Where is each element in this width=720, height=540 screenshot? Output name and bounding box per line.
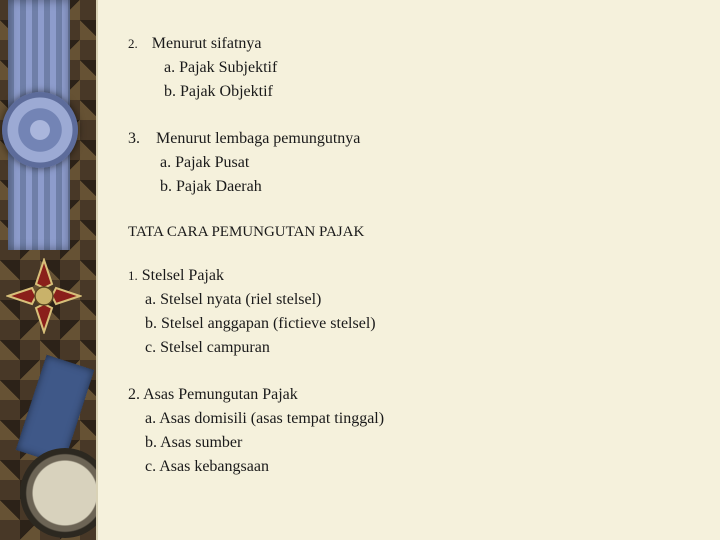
section-sifat-heading [128, 34, 262, 54]
list-item: b. Asas sumber [145, 434, 243, 451]
list-item: a. Asas domisili (asas tempat tinggal) [145, 410, 385, 427]
list-item: c. Asas kebangsaan [145, 458, 269, 475]
list-item: a. Stelsel nyata (riel stelsel) [145, 291, 322, 308]
medal-decoration-panel [0, 0, 96, 540]
list-item: b. Pajak Objektif [164, 83, 273, 100]
list-item: c. Stelsel campuran [145, 339, 270, 356]
section-lembaga-number: 3. [128, 130, 140, 147]
medal-cross-icon [6, 258, 82, 334]
section-lembaga-title: Menurut lembaga pemungutnya [156, 130, 361, 147]
list-item: b. Stelsel anggapan (fictieve stelsel) [145, 315, 376, 332]
section-asas-title: 2. Asas Pemungutan Pajak [128, 386, 298, 403]
rosette-icon [2, 92, 78, 168]
section-sifat-number: 2. [128, 36, 138, 51]
section-sifat-title: Menurut sifatnya [151, 35, 262, 52]
list-item: a. Pajak Subjektif [164, 59, 278, 76]
list-item: a. Pajak Pusat [160, 154, 250, 171]
list-item: b. Pajak Daerah [160, 178, 262, 195]
panel-divider [96, 0, 98, 540]
section-stelsel-title: Stelsel Pajak [141, 267, 224, 284]
section-stelsel-number: 1. [128, 268, 138, 283]
section-heading: TATA CARA PEMUNGUTAN PAJAK [128, 224, 365, 240]
section-stelsel-heading [128, 266, 224, 286]
section-lembaga-heading [128, 129, 360, 149]
